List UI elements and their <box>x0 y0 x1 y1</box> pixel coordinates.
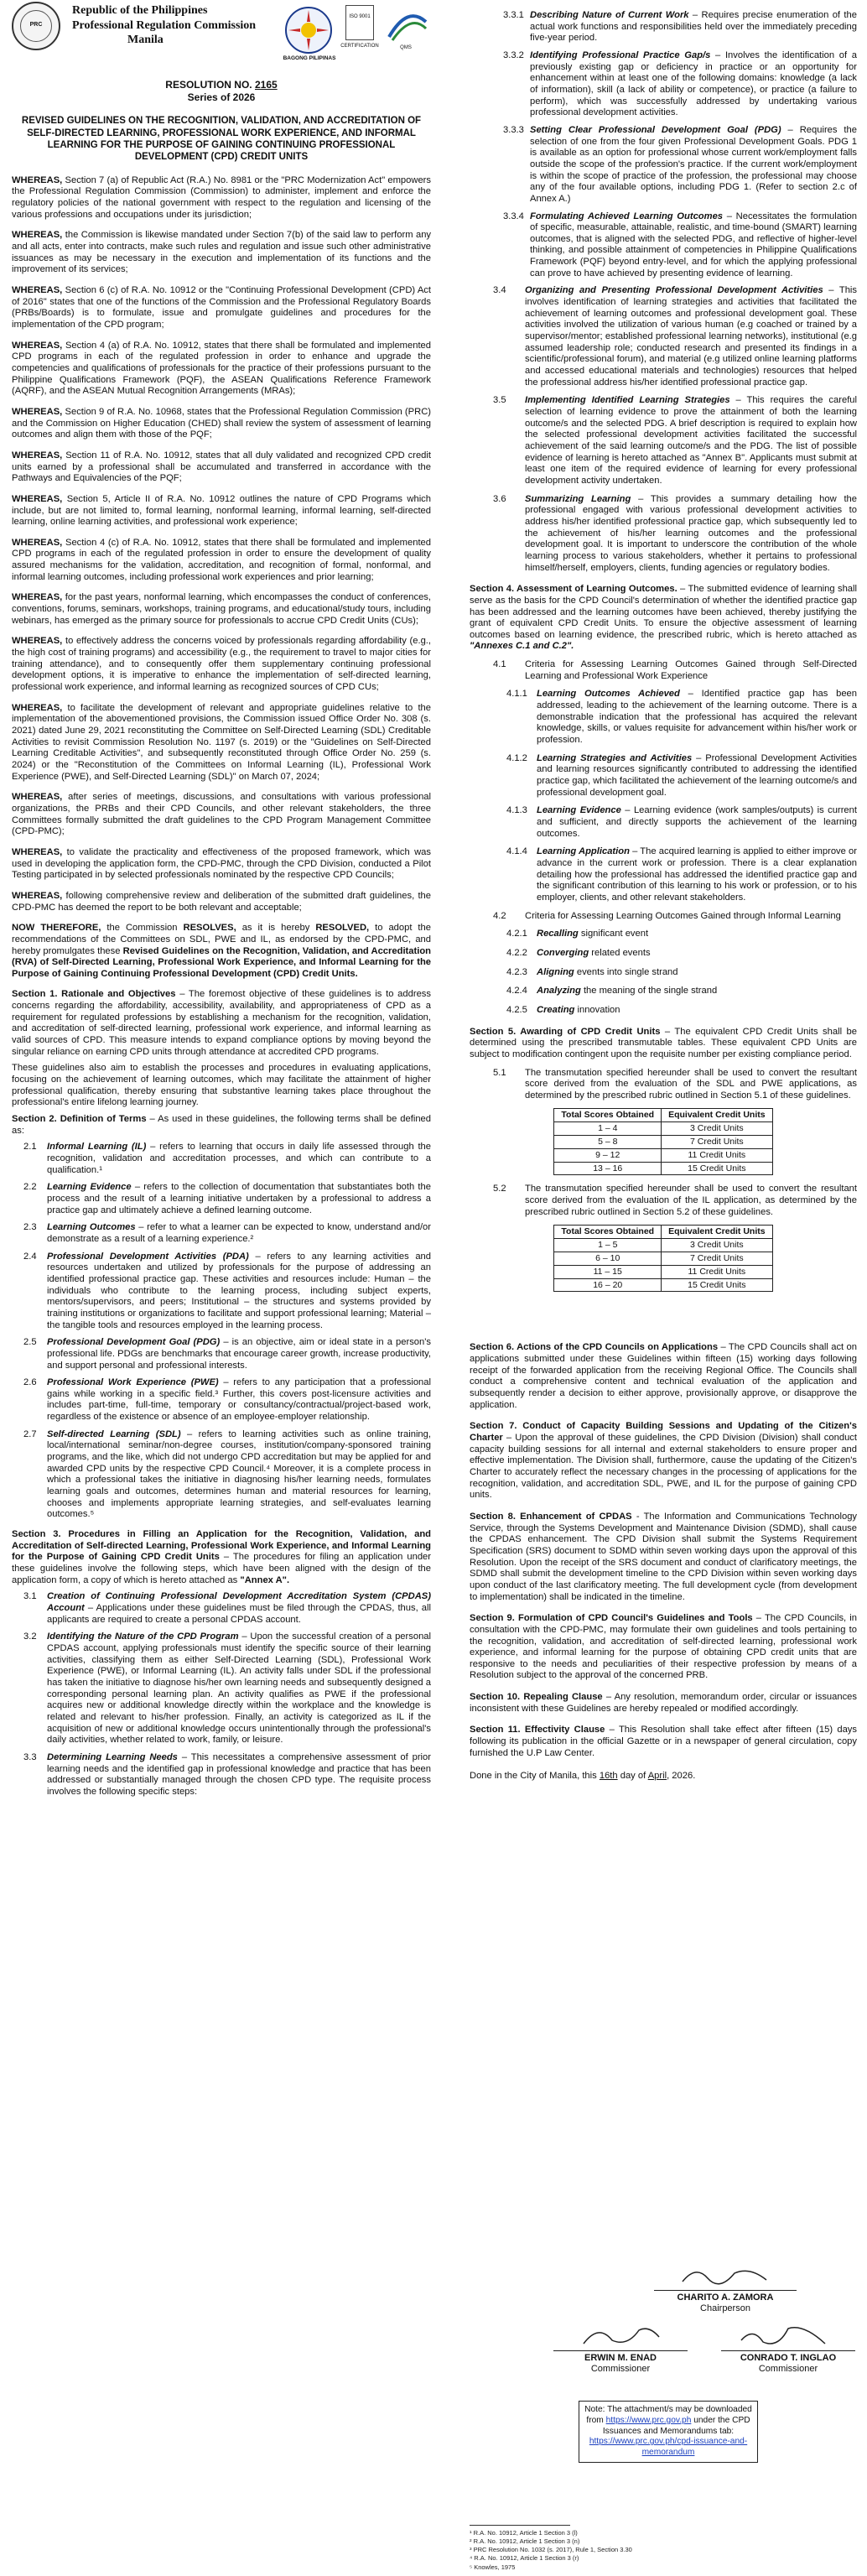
definition-item: 2.7 Self-directed Learning (SDL) – refers to learning activities such as online training, local/international seminar/non-degree courses, institution/company-sponsored training programs, and the like, which did not undergo CPD accreditation but may be applied for and awarded CPD units by the respective CPD Council.⁴ Moreover, it is a complete process in which a professional takes the initiative in diagnosing his/her learning needs, formulates learning goals and outcomes, determines human and material resources for learning, chooses and implements appropriate learning strategies, and self-evaluates learning outcomes.⁵ <box>23 1429 431 1520</box>
footnote: ¹ R.A. No. 10912, Article 1 Section 3 (l) <box>470 2529 578 2537</box>
whereas-clause: WHEREAS, for the past years, nonformal learning, which encompasses the conduct of conferences, conventions, forums, seminars, workshops, training programs, and educational/study tours, including webinars, has emerged as the primary source for professionals to accrue CPD Credit Units (CUs); <box>12 592 432 626</box>
table-cell: 3 Credit Units <box>662 1122 773 1136</box>
table-row <box>554 1239 772 1252</box>
whereas-clause: WHEREAS, the Commission is likewise mandated under Section 7(b) of the said law to perform any and all acts, enter into contracts, make such rules and regulation and issue such other administrative issuances as may be necessary in the execution and implementation of its functions and the improvement of its services; <box>12 230 432 275</box>
whereas-clause: WHEREAS, following comprehensive review and deliberation of the submitted draft guidelines, the CPD-PMC has deemed the report to be both relevant and acceptable; <box>12 890 431 913</box>
section-6: Section 6. Actions of the CPD Councils on Applications – The CPD Councils shall act on applications submitted under these Guidelines within fifteen (15) working days following receipt of the forwarded application from the receiving Regional Office. The Councils shall conduct a comprehensive content and technical evaluation of the application and subsequently render a decision to either approve, provisionally approve, or disapprove the application. <box>470 1342 857 1410</box>
section-11: Section 11. Effectivity Clause – This Resolution shall take effect after fifteen (15) days following its publication in the official Gazette or in a newspaper of general circulation, copy furnished the U.P Law Center. <box>470 1725 857 1758</box>
signatory-chairperson: CHARITO A. ZAMORA Chairperson <box>654 2290 797 2315</box>
whereas-clause: WHEREAS, to validate the practicality and effectiveness of the proposed framework, which was used in developing the application form, the CPD-PMC, through the CPD Division, conducted a Pilot Testing participated in by selected professionals nominated by the respective CPD Councils; <box>12 846 431 881</box>
footnotes <box>470 2529 632 2572</box>
download-note: Note: The attachment/s may be downloaded from https://www.prc.gov.ph under the CPD Issuances and Memorandums tab: https://www.prc.gov.ph/cpd-issuance-and-memorandum <box>579 2401 758 2463</box>
footnote: ⁵ Knowles, 1975 <box>470 2563 516 2571</box>
criteria-item: 4.1.3 Learning Evidence – Learning evidence (work samples/outputs) is current and sufficient, and directly supports the achievement of the learning outcomes. <box>506 805 857 839</box>
done-in-manila: Done in the City of Manila, this 16th day of April, 2026. <box>470 1771 696 1782</box>
definition-item: 2.4 Professional Development Activities (PDA) – refers to any learning activities and resources undertaken and utilized by professionals for the purpose of addressing an identified professional practice gap. These activities and resources include: Human – the individuals who contribute to the learning process, including subject experts, mentors/supervisors, and peers; Institutional – the structures and systems provided by training institutions or organizations to facilitate and support professional learning; Material – the tangible tools and resources employed in the learning process. <box>23 1251 431 1330</box>
whereas-clauses <box>12 175 431 913</box>
whereas-clause: WHEREAS, Section 4 (a) of R.A. No. 10912, states that there shall be formulated and implemented CPD programs in each of the regulated profession in order to enhance and upgrade the competencies and qualifications of professionals for the practice of their professions pursuant to the Philippine Qualifications Framework (PQF), the ASEAN Qualifications Reference Framework (AQRF), and the ASEAN Mutual Recognition Arrangements (MRAs); <box>12 340 431 397</box>
commissioner-enad-signature <box>579 2324 662 2349</box>
criteria-item: 4.1.1 Learning Outcomes Achieved – Identified practice gap has been addressed, leading to the achievement of the learning outcome. There is a demonstrable indication that the professional has acquired the relevant knowledge, skills, or values requisite for advancement within his/her work or profession. <box>506 689 857 746</box>
resolution-series: Series of 2026 <box>187 91 256 103</box>
procedure-step: 3.6 Summarizing Learning – This provides a summary detailing how the professional engaged with various professional development activities to address his/her identified professional practice gap, which subsequently led to the achievement of his/her learning outcomes and the professional development goal. It is important to underscore the contribution of the whole learning process to various stakeholders, whether it pertains to professional himself/herself, employers, clients, funding agencies or regulatory bodies. <box>493 493 857 573</box>
section-2: Section 2. Definition of Terms – As used in these guidelines, the following terms shall be defined as: <box>12 1114 431 1136</box>
table-cell: 7 Credit Units <box>662 1136 773 1149</box>
procedure-step: 3.1 Creation of Continuing Professional Development Accreditation System (CPDAS) Account – Applications under these guidelines must be filed through the CPDAS, thus, all applicants are required to create a personal CPDAS account. <box>23 1591 431 1625</box>
section-3-steps <box>12 1591 431 1798</box>
section-9: Section 9. Formulation of CPD Council's Guidelines and Tools – The CPD Councils, in consultation with the CPD-PMC, may formulate their own guidelines and tools pertaining to the recognition, validation, and accreditation of self-directed learning, professional work experience, and informal learning for the purpose of obtaining CPD credit units that are responsive to the needs and peculiarities of their respective profession by means of a Resolution subject to the approval of the concerned PRB. <box>470 1613 857 1681</box>
commissioner-inglao-signature <box>738 2324 830 2349</box>
learning-needs-step: 3.3.1 Describing Nature of Current Work – Requires precise enumeration of the actual work functions and responsibilities held over the immediately preceding five-year period. <box>503 10 857 44</box>
left-column <box>12 0 431 1803</box>
table-cell: 11 Credit Units <box>662 1148 773 1162</box>
iso-caption: CERTIFICATION <box>340 44 379 49</box>
republic-line: Republic of the Philippines <box>72 4 208 17</box>
section-7: Section 7. Conduct of Capacity Building Sessions and Updating of the Citizen's Charter – Upon the approval of these guidelines, the CPD Division (Division) shall conduct capacity building sessions for all internal and external stakeholders to ensure proper and effective implementation. The Division shall, furthermore, cause the updating of the Citizen's Charter to accurately reflect the necessary changes in the processing of applications for the recognition, validation, and accreditation SDL, PWE, and IL for the purpose of gaining CPD units. <box>470 1421 857 1501</box>
definitions-list <box>12 1142 431 1521</box>
procedure-step: 3.3 Determining Learning Needs – This necessitates a comprehensive assessment of prior learning needs and the identified gap in professional knowledge and practice that has been addressed or substantially managed through the chosen CPD type. The requisite process involves the following specific steps: <box>23 1751 431 1797</box>
criteria-item: 4.1.4 Learning Application – The acquired learning is applied to either improve or advance in the current work or profession. There is a clear explanation detailing how the professional has addressed the identified practice gap and the significant contribution of this learning to his work or profession, or to his employer, clients, and other relevant stakeholders. <box>506 846 857 903</box>
table-cell: 11 Credit Units <box>662 1265 773 1278</box>
criteria-4-1-items <box>470 689 857 903</box>
section-5: Section 5. Awarding of CPD Credit Units – The equivalent CPD Credit Units shall be determined using the prescribed transmutable tables. These equivalent CPD Units are subject to modification contingent upon the requisite number per existing compliance period. <box>470 1026 857 1059</box>
criteria-item: 4.2.5 Creating innovation <box>506 1004 620 1015</box>
prc-website-link[interactable]: https://www.prc.gov.ph <box>605 2415 692 2425</box>
table-row <box>554 1162 772 1175</box>
procedure-step: 3.5 Implementing Identified Learning Strategies – This requires the careful selection of learning evidence to prove the attainment of both the learning outcome/s and the selected PDG. A brief description is required to explain how the selected professional development activities facilitated the successful achievement of the said learning outcome/s and the PDG. The list of possible evidence of learning is hereto attached as "Annex B". Applicants must submit at least one item of the required evidence of learning for every professional development activity undertaken. <box>493 395 858 486</box>
section-10: Section 10. Repealing Clause – Any resolution, memorandum order, circular or issuances inconsistent with these Guidelines are hereby repealed or modified accordingly. <box>470 1692 857 1714</box>
learning-needs-step: 3.3.4 Formulating Achieved Learning Outcomes – Necessitates the formulation of specific, measurable, attainable, realistic, and time-bound (SMART) learning outcomes, that is aligned with the selected PDG, and reflective of higher-level thinking, and possible attainment of competencies in Philippine Qualifications Framework (PQF) beyond entry-level, and for which the applying professional can prove to have achieved by presenting evidence of learning. <box>503 211 857 278</box>
criteria-item: 4.2.2 Converging related events <box>506 947 651 958</box>
table-cell: 3 Credit Units <box>662 1239 773 1252</box>
transmutation-table-sdl-pwe: Total Scores Obtained Equivalent Credit Units 1 – 4 3 Credit Units 5 – 8 7 Credit Units 9 – 12 11 Credit Units 13 – 16 15 Credit Units <box>553 1108 772 1175</box>
table-cell: 11 – 15 <box>554 1265 662 1278</box>
section-1: Section 1. Rationale and Objectives – The foremost objective of these guidelines is to address concerns regarding the affordability, accessibility, availability, and appropriateness of CPD as a requirement for regulated professions by establishing a mechanism for the recognition, validation, and accreditation of self-directed learning, professional work experience, and informal learning as valid sources of CPD. This measure intends to expand compliance options by moving beyond the singular reliance on earning CPD units through attendance at accredited CPD programs. <box>12 989 431 1057</box>
criteria-4-2: 4.2 Criteria for Assessing Learning Outcomes Gained through Informal Learning <box>493 910 841 921</box>
criteria-item: 4.2.1 Recalling significant event <box>506 929 649 939</box>
footnote-rule <box>470 2525 570 2526</box>
table-cell: 5 – 8 <box>554 1136 662 1149</box>
certification-caption: QMS <box>400 45 412 50</box>
resolves-clause: NOW THEREFORE, the Commission RESOLVES, as it is hereby RESOLVED, to adopt the recommendations of the Committees on SDL, PWE and IL, as endorsed by the CPD-PMC, and hereby promulgates these Revised Guidelines on the Recognition, Validation, and Accreditation (RVA) of Self-Directed Learning, Professional Work Experience, and Informal Learning for the Purpose of Gaining Continuing Professional Development (CPD) Credit Units. <box>12 923 431 979</box>
definition-item: 2.2 Learning Evidence – refers to the collection of documentation that substantiates both the process and the result of a learning initiative undertaken by a professional to address a practice gap and ultimately achieve a defined learning outcome. <box>23 1182 431 1215</box>
chairperson-signature <box>679 2263 771 2288</box>
section-8: Section 8. Enhancement of CPDAS - The Information and Communications Technology Service, through the Systems Development and Maintenance Division (SDMD), shall cause the CPDAS enhancement. The CPD Division shall submit the Systems Requirement Specification (SRS) document to SDMD within seven working days upon the approval of this Resolution. Upon the receipt of the SRS document and conduct of clarificatory meetings, the SDMD shall submit the development timeline to the CPD Division within seven working days upon conduct of the last clarificatory meeting. The full development cycle (from development to implementation) shall be indicated in the timeline. <box>470 1511 858 1602</box>
table-cell: 16 – 20 <box>554 1278 662 1292</box>
table-cell: 15 Credit Units <box>662 1162 773 1175</box>
seal-text: PRC <box>29 22 43 28</box>
table-cell: 13 – 16 <box>554 1162 662 1175</box>
whereas-clause: WHEREAS, Section 6 (c) of R.A. No. 10912 or the "Continuing Professional Development (CPD) Act of 2016" states that one of the functions of the Commission and the Professional Regulatory Boards (PRBs/Boards) is to formulate, issue and promulgate guidelines and procedures for the implementation of the CPD program; <box>12 285 431 330</box>
whereas-clause: WHEREAS, to facilitate the development of relevant and appropriate guidelines relative to the implementation of the abovementioned provisions, the Commission issued Office Order No. 308 (s. 2021) dated June 29, 2021 reconstituting the Committee on Self-Directed Learning (SDL) Creditable Activities to revisit Commission Resolution No. 1197 (s. 2019) or the "Guidelines on Self-Directed Learning Creditable Activities", and subsequently reconstituted through Office Order No. 259 (s. 2024) or the "Reconstitution of the Committees on Informal Learning (IL), Professional Work Experience (PWE), and Self-Directed Learning (SDL)" on March 07, 2024; <box>12 702 431 782</box>
cpd-issuances-link[interactable]: https://www.prc.gov.ph/cpd-issuance-and-memorandum <box>589 2437 748 2457</box>
procedure-step: 3.2 Identifying the Nature of the CPD Program – Upon the successful creation of a personal CPDAS account, applying professionals must identify the specific source of their learning activities, classifying them as either Self-Directed Learning (SDL), Professional Work Experience (PWE), or Informal Learning (IL). An activity falls under SDL if the professional has taken the initiative to diagnose his/her own learning needs and subsequently designed a corresponding personal learning plan. An activity qualifies as PWE if the professional acquires new or additional knowledge directly within the workplace and the knowledge is related and relevant to his/her profession. Finally, an activity is categorized as IL if the acquisition of new or additional knowledge occurs unintentionally through the professional's daily activities, whether related to work, family, or leisure. <box>23 1631 431 1746</box>
section-3-3-steps <box>470 10 857 279</box>
criteria-4-2-items <box>470 929 857 1016</box>
certification-logo <box>386 3 429 44</box>
table-row <box>554 1252 772 1266</box>
table-cell: 6 – 10 <box>554 1252 662 1266</box>
right-column <box>470 10 857 1788</box>
table-row <box>554 1122 772 1136</box>
bagong-pilipinas-logo <box>284 5 333 55</box>
whereas-clause: WHEREAS, Section 11 of R.A. No. 10912, states that all duly validated and recognized CPD credit units earned by a professional shall be accumulated and transferred in accordance with the Pathways and Equivalencies of the PQF; <box>12 450 432 484</box>
resolution-title: REVISED GUIDELINES ON THE RECOGNITION, VALIDATION, AND ACCREDITATION OF SELF-DIRECTED LEARNING, PROFESSIONAL WORK EXPERIENCE, AND INFORMAL LEARNING FOR THE PURPOSE OF GAINING CONTINUING PROFESSIONAL DEVELOPMENT (CPD) CREDIT UNITS <box>21 116 422 163</box>
section-5-2: 5.2 The transmutation specified hereunder shall be used to convert the resultant score derived from the evaluation of the IL application, as determined by the prescribed rubric outlined in Section 5.2 of these guidelines. <box>493 1184 857 1217</box>
definition-item: 2.1 Informal Learning (IL) – refers to learning that occurs in daily life assessed through the recognition, validation and accreditation processes, and which can contribute to a qualification.¹ <box>23 1142 431 1175</box>
table-row <box>554 1148 772 1162</box>
criteria-4-1: 4.1 Criteria for Assessing Learning Outcomes Gained through Self-Directed Learning and Professional Work Experience <box>493 659 857 681</box>
table-row <box>554 1278 772 1292</box>
learning-needs-step: 3.3.3 Setting Clear Professional Development Goal (PDG) – Requires the selection of one from the four given Professional Development Goals. PDG 1 is available as an option for professional whose current work/employment falls outside the scope of the profession's practice. If the current work/employment is within the scope of practice of the profession, the professional may choose any of the four available options, including PDG 1. (Refer to section 2.c of Annex A.) <box>503 124 857 204</box>
table-row <box>554 1136 772 1149</box>
city-line: Manila <box>127 34 164 46</box>
letterhead <box>12 0 431 74</box>
footnote: ³ PRC Resolution No. 1032 (s. 2017), Rule 1, Section 3.30 <box>470 2546 632 2554</box>
table-cell: 1 – 5 <box>554 1239 662 1252</box>
table-cell: 7 Credit Units <box>662 1252 773 1266</box>
iso-logo: ISO 9001 <box>345 5 374 40</box>
definition-item: 2.5 Professional Development Goal (PDG) – is an objective, aim or ideal state in a person's professional life. PDGs are benchmarks that encourage career growth, increase productivity, and support personal and professional interests. <box>23 1337 431 1371</box>
table-cell: 9 – 12 <box>554 1148 662 1162</box>
whereas-clause: WHEREAS, after series of meetings, discussions, and consultations with various professional organizations, the PRBs and their CPD Councils, and other relevant stakeholders, the three Committees formally submitted the draft guidelines to the CPD Program Management Committee (CPD-PMC); <box>12 792 432 837</box>
section-1-para-2: These guidelines also aim to establish the processes and procedures in evaluating applications, focusing on the achievement of learning outcomes, which may facilitate the attainment of higher professional qualification, thereby ensuring that substantive learning takes place throughout the professional's entire lifelong learning journey. <box>12 1063 431 1108</box>
table-row <box>554 1265 772 1278</box>
transmutation-table-il: Total Scores Obtained Equivalent Credit Units 1 – 5 3 Credit Units 6 – 10 7 Credit Units 11 – 15 11 Credit Units 16 – 20 15 Credit Units <box>553 1225 772 1292</box>
criteria-item: 4.2.3 Aligning events into single strand <box>506 966 678 977</box>
prc-seal-logo <box>12 2 60 50</box>
definition-item: 2.3 Learning Outcomes – refer to what a learner can be expected to know, understand and/or demonstrate as a result of a learning experience.² <box>23 1222 432 1244</box>
whereas-clause: WHEREAS, Section 4 (c) of R.A. No. 10912, states that there shall be formulated and implemented CPD programs in each of the regulated profession in order to ensure the development of quality assured mechanisms for the validation, accreditation, and recognition of formal, nonformal, and informal learning outcomes, including professional work experiences and prior learning; <box>12 537 431 582</box>
footnote: ⁴ R.A. No. 10912, Article 1 Section 3 (r) <box>470 2554 579 2563</box>
whereas-clause: WHEREAS, Section 9 of R.A. No. 10968, states that the Professional Regulation Commission (PRC) and the Commission on Higher Education (CHED) shall review the system of assessment of learning outcomes and align them with those of the PQF; <box>12 406 432 440</box>
table-cell: 15 Credit Units <box>662 1278 773 1292</box>
criteria-item: 4.2.4 Analyzing the meaning of the single strand <box>506 986 718 997</box>
section-3: Section 3. Procedures in Filling an Application for the Recognition, Validation, and Accreditation of Self-directed Learning, Professional Work Experience, and Informal Learning for the Purpose of Gaining CPD Credit Units – The procedures for filing an application under these guidelines involve the following steps, which have been aligned with the design of the application form, a copy of which is hereto attached as "Annex A". <box>12 1529 431 1585</box>
bagong-pilipinas-caption: BAGONG PILIPINAS <box>283 55 336 61</box>
whereas-clause: WHEREAS, Section 7 (a) of Republic Act (R.A.) No. 8981 or the "PRC Modernization Act" empowers the Professional Regulation Commission (Commission) to administer, implement and enforce the regulatory policies of the national government with respect to the regulation and licensing of the various professions and occupations under its jurisdiction; <box>12 174 431 220</box>
definition-item: 2.6 Professional Work Experience (PWE) – refers to any participation that a professional gains while working in a specific field.³ Further, this covers post-licensure activities and includes part-time, full-time, temporary or consultancy/contractual/project-based work, regardless of the existence or absence of an employee-employer relationship. <box>23 1377 431 1423</box>
section-3-4-to-3-6 <box>470 285 857 574</box>
footnote: ² R.A. No. 10912, Article 1 Section 3 (n) <box>470 2537 580 2546</box>
criteria-item: 4.1.2 Learning Strategies and Activities – Professional Development Activities and learning resources significantly contributed to addressing the identified practice gap, which facilitated the achievement of the learning outcome/s and professional development goal. <box>506 752 857 798</box>
whereas-clause: WHEREAS, Section 5, Article II of R.A. No. 10912 outlines the nature of CPD Programs which include, but are not limited to, formal learning, nonformal learning, informal learning, self-directed learning, online learning activities, and professional work experience; <box>12 493 431 528</box>
commission-line: Professional Regulation Commission <box>72 18 257 32</box>
whereas-clause: WHEREAS, to effectively address the concerns voiced by professionals regarding affordability (e.g., the high cost of training programs) and accessibility (e.g., the requirement to travel to major cities for training attendance), and to consequently offer them supplementary continuing professional development options, it is imperative to enhance the implementation of self-directed learning, professional work experience, and informal learning as recognized sources of CPD CUs; <box>12 636 432 693</box>
procedure-step: 3.4 Organizing and Presenting Professional Development Activities – This involves identification of learning strategies and activities that facilitated the achievement of learning outcomes and professional development goal. These activities involved the utilization of various human (e.g coached or trained by a supervisor/mentor; established professional learning networks), institutional (e.g assumed leadership role; conducted research and presented its findings in a scientific/professional forum), and material (e.g utilized online learning platforms and accessed educational materials and technologies) resources that helped the professional address his/her identified professional practice gap. <box>493 285 857 388</box>
signatory-commissioner-inglao: CONRADO T. INGLAO Commissioner <box>721 2350 855 2376</box>
section-4: Section 4. Assessment of Learning Outcomes. – The submitted evidence of learning shall serve as the basis for the CPD Council's determination of whether the identified practice gap has been addressed and the learning outcomes have been achieved, thereby justifying the grant of equivalent CPD Credit Units. To ensure the objective assessment of learning outcomes based on learning evidence, the prescribed rubric, which is hereto attached as "Annexes C.1 and C.2". <box>470 584 857 652</box>
signatory-commissioner-enad: ERWIN M. ENAD Commissioner <box>553 2350 688 2376</box>
learning-needs-step: 3.3.2 Identifying Professional Practice Gap/s – Involves the identification of a previously existing gap or deficiency in practice or an opportunity for enhancement within at least one of the following domains: knowledge (a lack of information), skill (a lack of ability or competence), or practice (a failure to perform), which was successfully addressed by undertaking various professional development activities. <box>503 49 858 118</box>
section-5-1: 5.1 The transmutation specified hereunder shall be used to convert the resultant score derived from the evaluation of the SDL and PWE applications, as determined by the prescribed rubric outlined in Section 5.1 of these guidelines. <box>493 1067 857 1101</box>
letterhead-text <box>72 3 256 48</box>
table-cell: 1 – 4 <box>554 1122 662 1136</box>
resolution-number: RESOLUTION NO. 2165 <box>165 79 278 91</box>
